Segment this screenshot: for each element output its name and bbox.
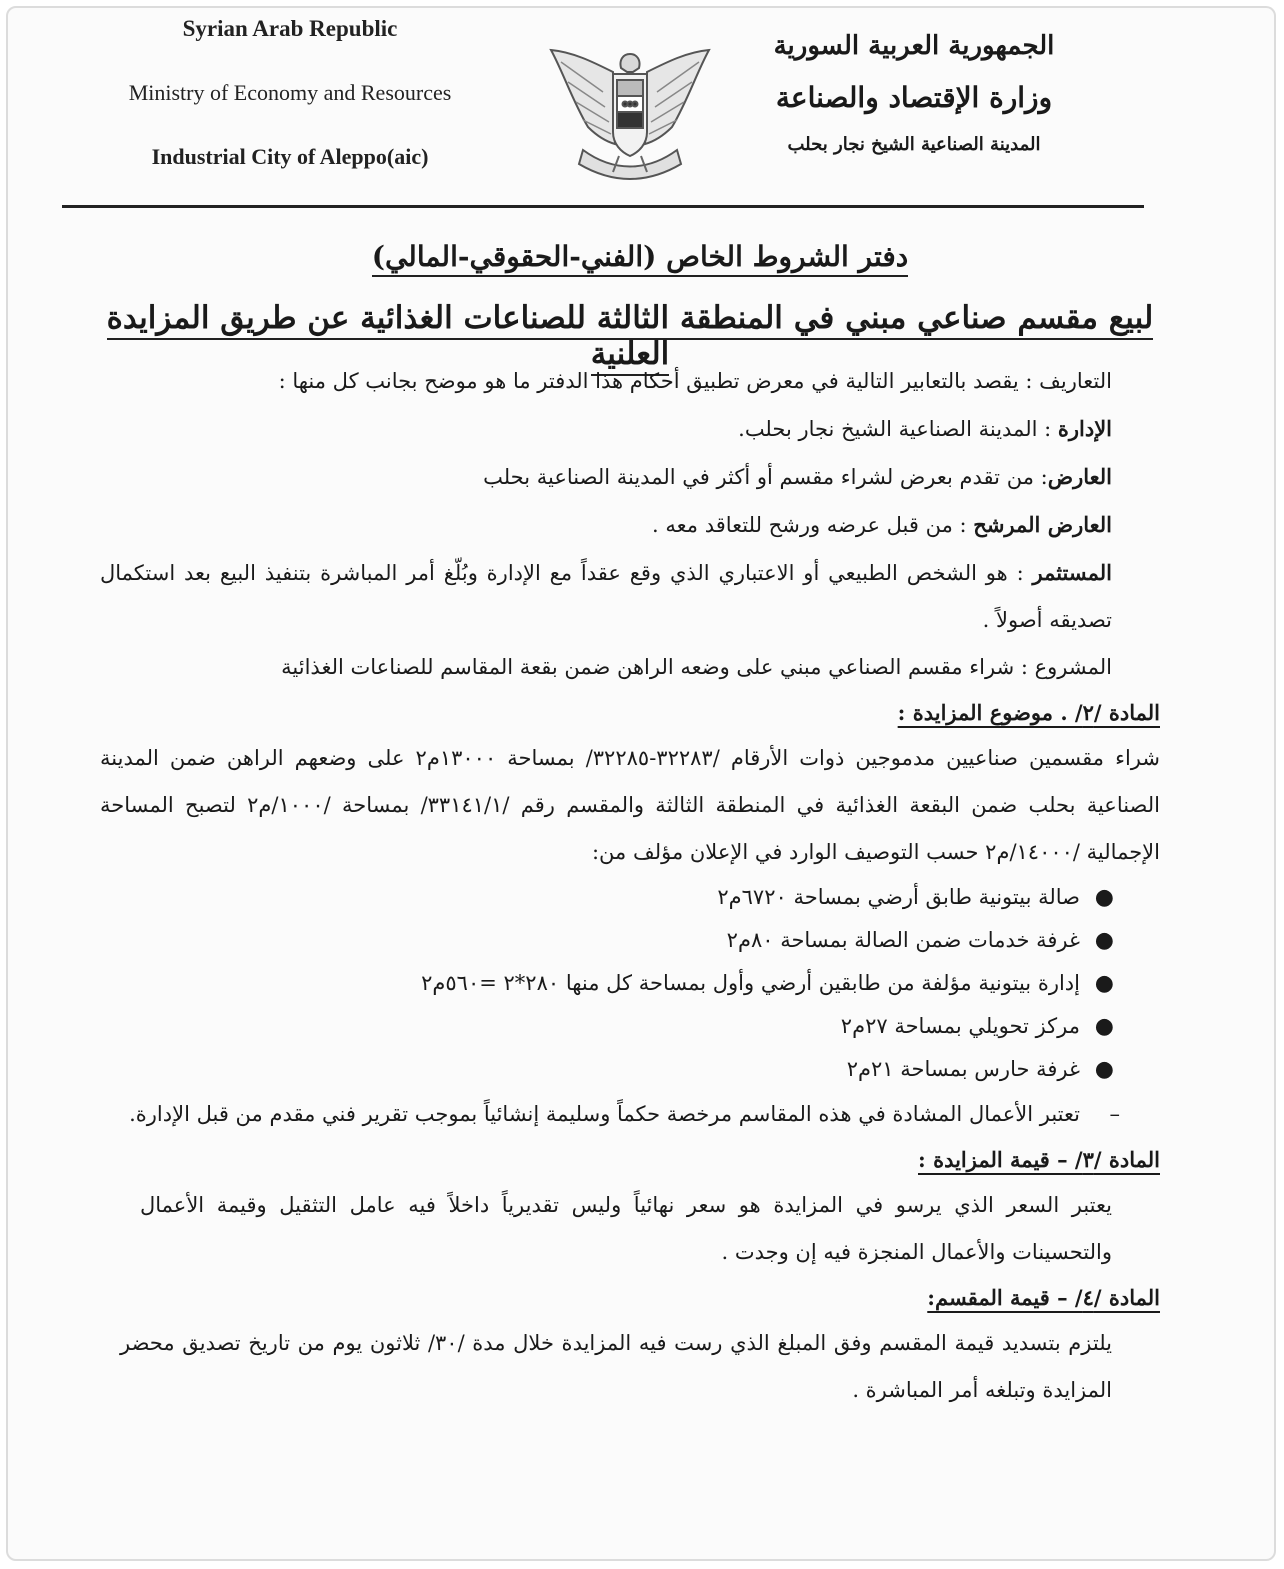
list-item — [100, 1048, 1160, 1091]
definition-text: : هو الشخص الطبيعي أو الاعتباري الذي وقع عقداً مع الإدارة وبُلّغ أمر المباشرة بتنفيذ البيع بعد استكمال تصديقه أصولاً . — [100, 561, 1112, 632]
bullet-icon: ● — [1094, 928, 1114, 953]
article-3-heading — [100, 1138, 1160, 1182]
en-country-name: Syrian Arab Republic — [182, 16, 398, 41]
article-4-text: يلتزم بتسديد قيمة المقسم وفق المبلغ الذي رست فيه المزايدة خلال مدة /٣٠/ ثلاثون يوم من تاريخ تصديق محضر المزايدة وتبلغه أمر المباشرة . — [120, 1331, 1113, 1402]
definitions-intro: التعاريف : يقصد بالتعابير التالية في معرض تطبيق أحكام هذا الدفتر ما هو موضح بجانب كل منها : — [278, 369, 1112, 393]
definition-term: الإدارة — [1057, 416, 1112, 441]
document-title — [120, 240, 1160, 273]
document-body — [100, 358, 1160, 1414]
definition-text: : من قبل عرضه ورشح للتعاقد معه . — [652, 513, 974, 537]
ar-country-name: الجمهورية العربية السورية — [773, 31, 1055, 61]
eagle-emblem-icon — [543, 32, 718, 192]
header-divider — [62, 205, 1144, 208]
list-item-text: صالة بيتونية طابق أرضي بمساحة ٦٧٢٠م٢ — [717, 885, 1080, 909]
list-item — [100, 962, 1160, 1005]
article-2-heading — [100, 691, 1160, 735]
bullet-icon: ● — [1094, 885, 1114, 910]
article-2-text: شراء مقسمين صناعيين مدموجين ذوات الأرقام /٣٢٢٨٣-٣٢٢٨٥/ بمساحة ١٣٠٠٠م٢ على وضعهم الراهن ضمن المدينة الصناعية بحلب ضمن البقعة الغذائية في المنطقة الثالثة والمقسم رقم /٣٣١٤١/١/ بمساحة /١٠٠٠/م٢ لتصبح المساحة الإجمالية /١٤٠٠٠/م٢ حسب التوصيف الوارد في الإعلان مؤلف من: — [100, 746, 1160, 864]
list-item-text: إدارة بيتونية مؤلفة من طابقين أرضي وأول بمساحة كل منها ٢٨٠*٢ =٥٦٠م٢ — [421, 971, 1080, 995]
en-ministry-name: Ministry of Economy and Resources — [128, 80, 452, 105]
building-components-list — [100, 876, 1160, 1091]
ar-ministry-name: وزارة الإقتصاد والصناعة — [775, 81, 1053, 114]
article-heading-text: المادة /٣/ – قيمة المزايدة : — [918, 1147, 1160, 1172]
list-item-text: مركز تحويلي بمساحة ٢٧م٢ — [840, 1014, 1080, 1038]
article-2-note — [100, 1091, 1160, 1138]
definition-text: : المدينة الصناعية الشيخ نجار بحلب. — [738, 417, 1058, 441]
definition-nominee — [100, 501, 1160, 549]
dash-icon: – — [1109, 1102, 1120, 1126]
definition-admin — [100, 405, 1160, 453]
list-item — [100, 1005, 1160, 1048]
definition-investor — [100, 549, 1160, 644]
document-title-text: دفتر الشروط الخاص (الفني-الحقوقي-المالي) — [372, 240, 909, 277]
bullet-icon: ● — [1094, 1057, 1114, 1082]
document-subtitle-text: لبيع مقسم صناعي مبني في المنطقة الثالثة للصناعات الغذائية عن طريق المزايدة العلنية — [107, 300, 1154, 376]
definition-project: المشروع : شراء مقسم الصناعي مبني على وضعه الراهن ضمن بقعة المقاسم للصناعات الغذائية — [281, 655, 1112, 679]
english-header — [60, 12, 520, 174]
list-item — [100, 919, 1160, 962]
en-city-name: Industrial City of Aleppo(aic) — [151, 144, 429, 169]
bullet-icon: ● — [1094, 1014, 1114, 1039]
article-4-heading — [100, 1276, 1160, 1320]
article-3-text: يعتبر السعر الذي يرسو في المزايدة هو سعر نهائياً وليس تقديرياً داخلاً فيه عامل التثقيل وقيمة الأعمال والتحسينات والأعمال المنجزة فيه إن وجدت . — [140, 1193, 1112, 1264]
list-item — [100, 876, 1160, 919]
arabic-header — [754, 28, 1074, 160]
definition-term: العارض — [1047, 464, 1112, 489]
definition-term: المستثمر — [1032, 560, 1112, 585]
definition-bidder — [100, 453, 1160, 501]
bullet-icon: ● — [1094, 971, 1114, 996]
article-heading-text: المادة /٤/ – قيمة المقسم: — [927, 1285, 1160, 1310]
list-item-text: غرفة حارس بمساحة ٢١م٢ — [846, 1057, 1080, 1081]
list-item-text: غرفة خدمات ضمن الصالة بمساحة ٨٠م٢ — [726, 928, 1080, 952]
definition-text: : من تقدم بعرض لشراء مقسم أو أكثر في المدينة الصناعية بحلب — [483, 465, 1048, 489]
definition-term: العارض المرشح — [973, 512, 1112, 537]
note-text: تعتبر الأعمال المشادة في هذه المقاسم مرخصة حكماً وسليمة إنشائياً بموجب تقرير فني مقدم من قبل الإدارة. — [129, 1102, 1080, 1126]
article-heading-text: المادة /٢/ . موضوع المزايدة : — [897, 700, 1160, 725]
ar-city-name: المدينة الصناعية الشيخ نجار بحلب — [787, 134, 1041, 155]
